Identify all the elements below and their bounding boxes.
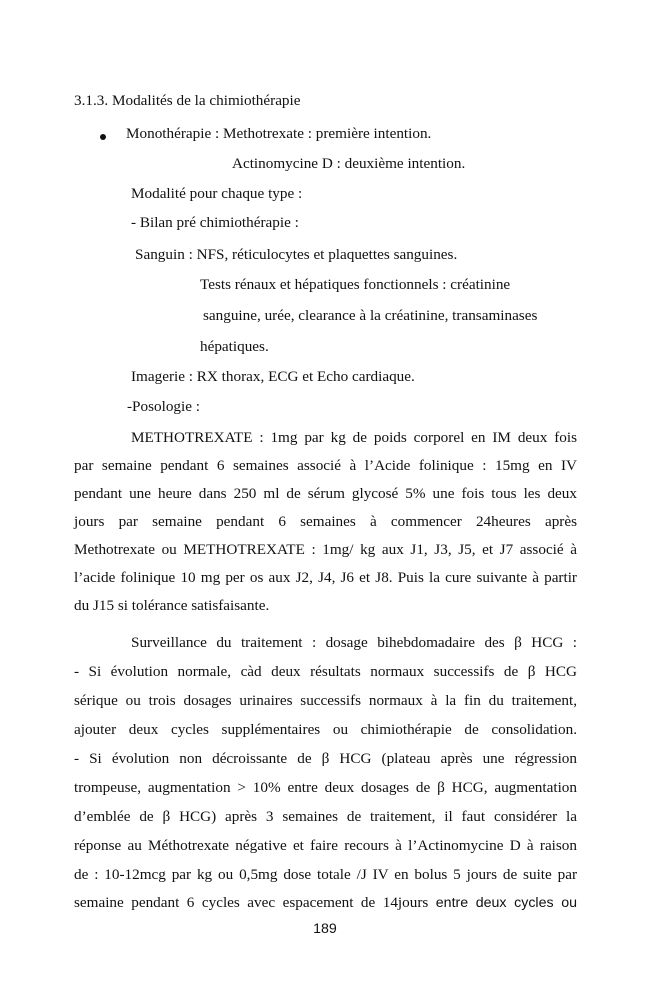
metho-line-1: METHOTREXATE : 1mg par kg de poids corporel en IM deux fois xyxy=(131,429,577,446)
bullet-icon xyxy=(100,134,106,140)
metho-line-3: pendant une heure dans 250 ml de sérum glycosé 5% une fois tous les deux xyxy=(74,485,577,502)
final-line-sans: entre deux cycles ou xyxy=(435,895,577,911)
surveillance-line-2: - Si évolution normale, càd deux résultats normaux successifs de β HCG xyxy=(74,663,577,680)
surveillance-line-3: sérique ou trois dosages urinaires successifs normaux à la fin du traitement, xyxy=(74,692,577,709)
metho-line-5: Methotrexate ou METHOTREXATE : 1mg/ kg aux J1, J3, J5, et J7 associé à xyxy=(74,541,577,558)
monotherapie-line: Monothérapie : Methotrexate : première intention. xyxy=(126,125,432,142)
surveillance-line-6: trompeuse, augmentation > 10% entre deux dosages de β HCG, augmentation xyxy=(74,779,577,796)
surveillance-line-7: d’emblée de β HCG) après 3 semaines de traitement, il faut considérer la xyxy=(74,808,577,825)
section-heading: 3.1.3. Modalités de la chimiothérapie xyxy=(74,92,301,109)
page-number: 189 xyxy=(313,921,337,937)
metho-line-6: l’acide folinique 10 mg per os aux J2, J4, J6 et J8. Puis la cure suivante à partir xyxy=(74,569,577,586)
surveillance-line-5: - Si évolution non décroissante de β HCG (plateau après une régression xyxy=(74,750,577,767)
surveillance-line-1: Surveillance du traitement : dosage bihebdomadaire des β HCG : xyxy=(131,634,577,651)
tests-line: Tests rénaux et hépatiques fonctionnels : créatinine xyxy=(200,276,511,293)
final-line-serif: semaine pendant 6 cycles avec espacement de 14jours xyxy=(74,894,429,911)
sanguin-line: Sanguin : NFS, réticulocytes et plaquettes sanguines. xyxy=(135,246,458,263)
metho-line-4: jours par semaine pendant 6 semaines à commencer 24heures après xyxy=(74,513,577,530)
metho-line-2: par semaine pendant 6 semaines associé à l’Acide folinique : 15mg en IV xyxy=(74,457,577,474)
surveillance-line-4: ajouter deux cycles supplémentaires ou chimiothérapie de consolidation. xyxy=(74,721,577,738)
imagerie-line: Imagerie : RX thorax, ECG et Echo cardiaque. xyxy=(131,368,415,385)
metho-line-7: du J15 si tolérance satisfaisante. xyxy=(74,597,270,614)
surveillance-line-9: de : 10-12mcg par kg ou 0,5mg dose totale /J IV en bolus 5 jours de suite par xyxy=(74,866,577,883)
hepatiques-line: hépatiques. xyxy=(200,338,269,355)
modalite-line: Modalité pour chaque type : xyxy=(131,185,303,202)
surveillance-line-8: réponse au Méthotrexate négative et faire recours à l’Actinomycine D à raison xyxy=(74,837,577,854)
posologie-line: -Posologie : xyxy=(127,398,200,415)
bilan-line: - Bilan pré chimiothérapie : xyxy=(131,214,299,231)
actinomycine-line: Actinomycine D : deuxième intention. xyxy=(232,155,466,172)
surveillance-line-10 xyxy=(74,893,577,913)
sanguine-line: sanguine, urée, clearance à la créatinine, transaminases xyxy=(203,307,538,324)
